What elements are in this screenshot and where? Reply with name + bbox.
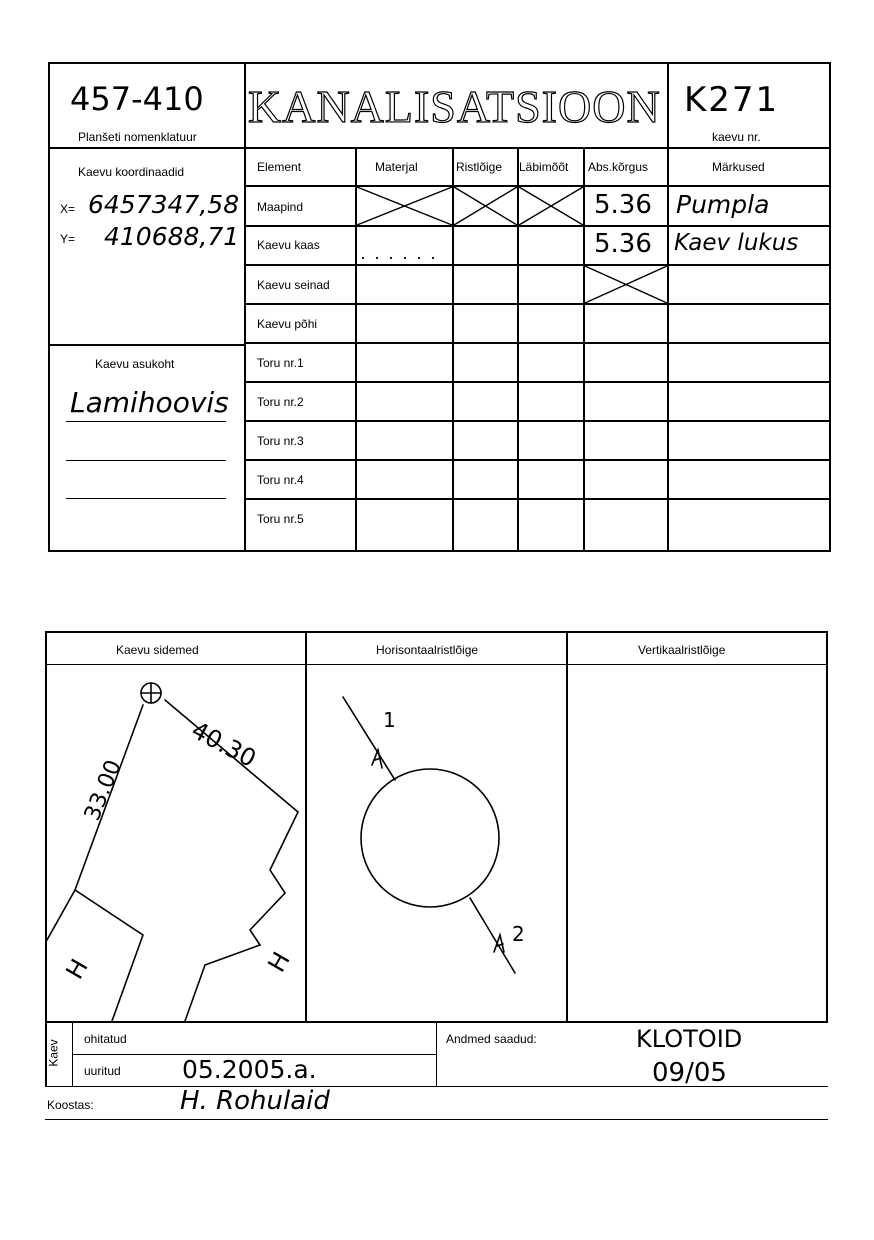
well-circle <box>361 769 499 907</box>
kaas-abs: 5.36 <box>594 229 652 259</box>
row-label: Kaevu põhi <box>257 317 318 331</box>
dimension-2: 33.00 <box>80 756 127 825</box>
well-number: K271 <box>684 80 780 120</box>
sheet-number: 457-410 <box>70 80 204 118</box>
col-materjal: Materjal <box>375 160 418 174</box>
maapind-abs: 5.36 <box>594 190 652 220</box>
uuritud-label: uuritud <box>84 1064 121 1078</box>
col-horisontaal: Horisontaalristlõige <box>376 643 479 657</box>
form-title: KANALISATSIOON <box>248 81 661 132</box>
uuritud-value: 05.2005.a. <box>182 1055 317 1084</box>
x-label: X= <box>60 202 76 216</box>
andmed-value-1: KLOTOID <box>636 1025 743 1053</box>
y-value: 410688,71 <box>104 222 240 251</box>
well-label: kaevu nr. <box>712 130 761 144</box>
row-label: Toru nr.1 <box>257 356 304 370</box>
koostas-label: Koostas: <box>47 1098 94 1112</box>
row-label: Toru nr.3 <box>257 434 304 448</box>
building-right <box>185 812 298 1021</box>
andmed-value-2: 09/05 <box>652 1058 727 1088</box>
row-label: Maapind <box>257 200 304 214</box>
col-ristloige: Ristlõige <box>456 160 503 174</box>
col-markused: Märkused <box>712 160 765 174</box>
col-element: Element <box>257 160 302 174</box>
building-mark-left: H <box>60 954 94 984</box>
row-label: Kaevu seinad <box>257 278 330 292</box>
col-labimoot: Läbimõõt <box>519 160 569 174</box>
col-vertikaal: Vertikaalristlõige <box>638 643 726 657</box>
x-value: 6457347,58 <box>88 190 240 219</box>
row-label: Toru nr.4 <box>257 473 304 487</box>
building-mark-right: H <box>262 947 296 977</box>
row-label: Toru nr.5 <box>257 512 304 526</box>
col-abs-korgus: Abs.kõrgus <box>588 160 649 174</box>
col-sidemed: Kaevu sidemed <box>116 643 199 657</box>
y-label: Y= <box>60 232 76 246</box>
location-label: Kaevu asukoht <box>95 357 175 371</box>
maapind-note: Pumpla <box>676 190 770 219</box>
kaev-label: Kaev <box>46 1039 61 1067</box>
andmed-label: Andmed saadud: <box>446 1032 537 1046</box>
pipe-line-2 <box>470 898 515 973</box>
sheet-label: Planšeti nomenklatuur <box>78 130 197 144</box>
dimension-1: 40.30 <box>186 716 261 773</box>
location-value: Lamihoovis <box>70 386 229 419</box>
ohitatud-label: ohitatud <box>84 1032 127 1046</box>
pipe-label-2: 2 <box>512 922 525 946</box>
kaas-note: Kaev lukus <box>674 230 799 256</box>
row-label: Toru nr.2 <box>257 395 304 409</box>
row-label: Kaevu kaas <box>257 238 320 252</box>
coords-label: Kaevu koordinaadid <box>78 165 185 179</box>
building-left <box>47 890 143 1021</box>
pipe-label-1: 1 <box>383 708 396 732</box>
koostas-value: H. Rohulaid <box>180 1086 330 1116</box>
